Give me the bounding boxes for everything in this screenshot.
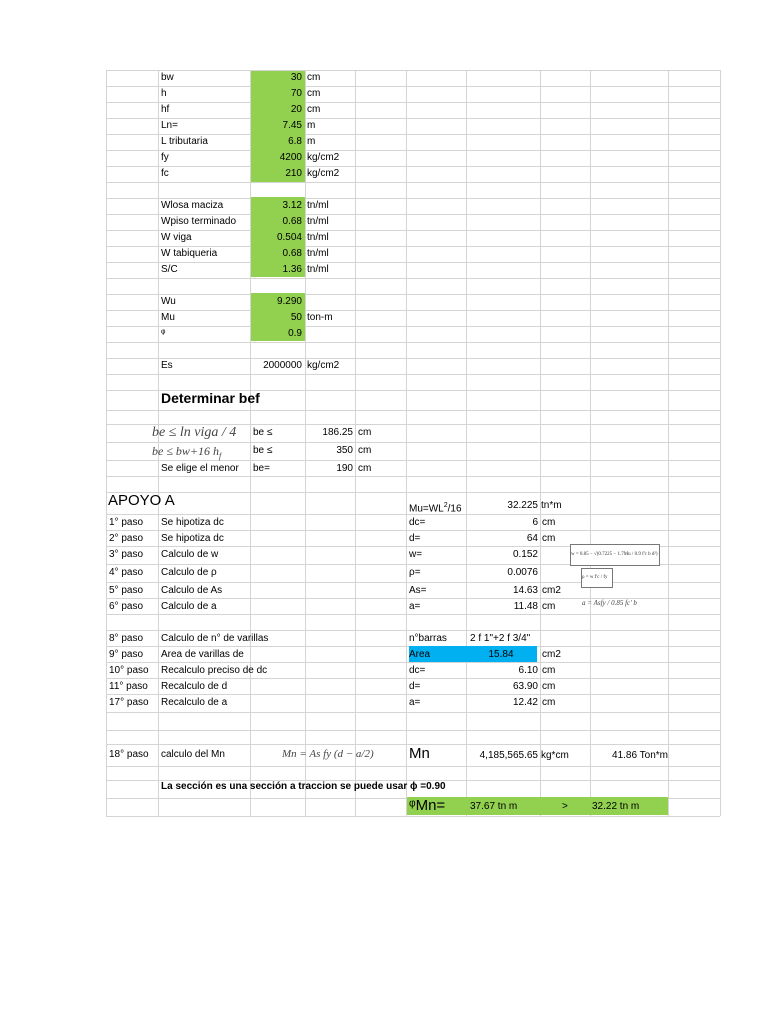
grid-row-line: [106, 492, 720, 493]
grid-row-line: [106, 678, 720, 679]
comparison-symbol: >: [562, 801, 568, 812]
step-value: 12.42: [512, 697, 538, 708]
es-value: 2000000: [263, 360, 302, 371]
input-label: bw: [161, 72, 174, 83]
load-label: S/C: [161, 264, 178, 275]
bars-value: 2 f 1"+2 f 3/4": [470, 633, 531, 644]
input-value: 70: [290, 88, 302, 99]
step-number: 5° paso: [109, 585, 144, 596]
step-variable: Area: [409, 649, 431, 660]
load-label: Wpiso terminado: [161, 216, 237, 227]
step-description: Se hipotiza dc: [161, 517, 224, 528]
grid-row-line: [106, 442, 720, 443]
step-value: 6: [532, 517, 538, 528]
phi-mn-value: 37.67 tn m: [470, 801, 518, 812]
step-value: 14.63: [512, 585, 538, 596]
step-number: 1° paso: [109, 517, 144, 528]
grid-row-line: [106, 358, 720, 359]
grid-row-line: [106, 134, 720, 135]
mn-step: 18° paso: [109, 749, 149, 760]
step-variable: a=: [409, 601, 421, 612]
grid-row-line: [106, 294, 720, 295]
load-label: W tabiqueria: [161, 248, 218, 259]
grid-row-line: [106, 182, 720, 183]
step-unit: cm: [542, 601, 556, 612]
mn-value: 4,185,565.65: [479, 750, 538, 761]
step-variable: n°barras: [409, 633, 447, 644]
step-unit: cm: [542, 681, 556, 692]
load-unit: tn/ml: [307, 232, 329, 243]
step-variable: ρ=: [409, 567, 421, 578]
step-description: Recalculo preciso de dc: [161, 665, 268, 676]
input-value: 6.8: [288, 136, 302, 147]
step-value: 11.48: [513, 601, 538, 612]
area-value: 15.84: [488, 649, 514, 660]
bef-value: 186.25: [322, 427, 353, 438]
input-value: 20: [290, 104, 302, 115]
grid-row-line: [106, 118, 720, 119]
mn-var: Mn: [409, 745, 430, 762]
step-number: 3° paso: [109, 549, 144, 560]
formula-a: a = Asfy / 0.85 fc' b: [582, 599, 637, 607]
load-value: 3.12: [282, 200, 302, 211]
formula-mn: Mn = As fy (d − a/2): [282, 748, 374, 760]
formula-box-rho: ρ = w f'c / fy: [581, 568, 613, 588]
step-unit: cm2: [542, 649, 561, 660]
load-unit: tn/ml: [307, 264, 329, 275]
input-value: 30: [290, 72, 302, 83]
grid-row-line: [106, 326, 720, 327]
load-unit: tn/ml: [307, 248, 329, 259]
step-number: 10° paso: [109, 665, 149, 676]
grid-row-line: [106, 630, 720, 631]
factored-unit: ton-m: [307, 312, 333, 323]
input-value: 210: [285, 168, 302, 179]
load-value: 0.504: [276, 232, 302, 243]
step-value: 0.152: [512, 549, 538, 560]
grid-row-line: [106, 214, 720, 215]
load-value: 1.36: [282, 264, 302, 275]
step-description: Recalculo de d: [161, 681, 228, 692]
section-title-apoyo: APOYO A: [108, 492, 175, 509]
step-variable: a=: [409, 697, 421, 708]
grid-row-line: [106, 246, 720, 247]
input-value: 7.45: [282, 120, 302, 131]
step-variable: d=: [409, 533, 421, 544]
es-unit: kg/cm2: [307, 360, 340, 371]
step-description: Calculo de a: [161, 601, 217, 612]
input-unit: cm: [307, 72, 321, 83]
input-unit: m: [307, 136, 316, 147]
factored-value: 0.9: [288, 328, 302, 339]
input-unit: m: [307, 120, 316, 131]
bef-unit: cm: [358, 445, 372, 456]
step-value: 64: [526, 533, 538, 544]
conclusion-text: La sección es una sección a traccion se puede usar ϕ =0.90: [161, 781, 446, 792]
step-unit: cm: [542, 533, 556, 544]
step-variable: d=: [409, 681, 421, 692]
input-unit: cm: [307, 104, 321, 115]
bef-label: Se elige el menor: [161, 463, 239, 474]
mn-value-ton: 41.86 Ton*m: [612, 750, 668, 761]
grid-column-line: [720, 70, 721, 816]
step-variable: dc=: [409, 665, 426, 676]
load-value: 0.68: [282, 248, 302, 259]
input-label: L tributaria: [161, 136, 208, 147]
grid-row-line: [106, 166, 720, 167]
factored-label: Mu: [161, 312, 175, 323]
factored-value: 50: [290, 312, 302, 323]
step-value: 63.90: [512, 681, 538, 692]
bef-unit: cm: [358, 427, 372, 438]
mn-desc: calculo del Mn: [161, 749, 225, 760]
step-number: 6° paso: [109, 601, 144, 612]
step-description: Calculo de As: [161, 585, 223, 596]
step-variable: w=: [409, 549, 423, 560]
step-number: 9° paso: [109, 649, 144, 660]
mu-unit: tn*m: [541, 500, 562, 511]
load-unit: tn/ml: [307, 200, 329, 211]
input-label: fc: [161, 168, 169, 179]
grid-row-line: [106, 712, 720, 713]
factored-label: ᵠ: [161, 328, 166, 339]
input-value: 4200: [279, 152, 302, 163]
grid-row-line: [106, 662, 720, 663]
load-label: Wlosa maciza: [161, 200, 224, 211]
step-number: 17° paso: [109, 697, 149, 708]
input-label: hf: [161, 104, 170, 115]
input-unit: kg/cm2: [307, 168, 340, 179]
bef-key: be ≤: [253, 427, 273, 438]
grid-row-line: [106, 582, 720, 583]
grid-row-line: [106, 278, 720, 279]
grid-row-line: [106, 310, 720, 311]
formula-box-w: w = 0.85 − √(0.7225 − 1.7Mu / 0.9 f'c b d²): [570, 544, 660, 566]
bef-value: 190: [336, 463, 353, 474]
grid-row-line: [106, 816, 720, 817]
mu-formula-label: $Mu=WL^2/16$: [409, 502, 462, 515]
section-title-bef: Determinar bef: [161, 390, 260, 406]
step-description: Calculo de n° de varillas: [161, 633, 269, 644]
grid-row-line: [106, 766, 720, 767]
step-variable: dc=: [409, 517, 426, 528]
grid-row-line: [106, 102, 720, 103]
input-label: h: [161, 88, 167, 99]
grid-row-line: [106, 476, 720, 477]
step-description: Recalculo de a: [161, 697, 228, 708]
step-description: Area de varillas de: [161, 649, 244, 660]
grid-row-line: [106, 86, 720, 87]
step-unit: cm2: [542, 585, 561, 596]
load-label: W viga: [161, 232, 192, 243]
grid-row-line: [106, 230, 720, 231]
step-value: 6.10: [518, 665, 538, 676]
step-description: Calculo de ρ: [161, 567, 217, 578]
step-unit: cm: [542, 665, 556, 676]
phi-mn-label: ᵠMn=: [409, 797, 446, 814]
step-description: Se hipotiza dc: [161, 533, 224, 544]
grid-row-line: [106, 694, 720, 695]
mn-unit: kg*cm: [541, 750, 569, 761]
bef-value: 350: [336, 445, 353, 456]
formula-be-ln: be ≤ ln viga / 4: [152, 425, 237, 440]
factored-value: 9.290: [276, 296, 302, 307]
grid-row-line: [106, 70, 720, 71]
es-label: Es: [161, 360, 173, 371]
grid-row-line: [106, 198, 720, 199]
load-value: 0.68: [282, 216, 302, 227]
grid-row-line: [106, 150, 720, 151]
step-description: Calculo de w: [161, 549, 219, 560]
step-number: 11° paso: [109, 681, 148, 692]
step-unit: cm: [542, 517, 556, 528]
step-variable: As=: [409, 585, 427, 596]
step-unit: cm: [542, 697, 556, 708]
grid-row-line: [106, 374, 720, 375]
step-number: 4° paso: [109, 567, 144, 578]
mu-compare-value: 32.22 tn m: [592, 801, 640, 812]
input-label: fy: [161, 152, 169, 163]
factored-label: Wu: [161, 296, 176, 307]
step-value: 0.0076: [507, 567, 538, 578]
formula-be-bw: be ≤ bw+16 $h_f$: [152, 444, 222, 461]
bef-key: be=: [253, 463, 270, 474]
grid-row-line: [106, 342, 720, 343]
step-number: 2° paso: [109, 533, 144, 544]
grid-row-line: [106, 262, 720, 263]
input-unit: cm: [307, 88, 321, 99]
grid-row-line: [106, 614, 720, 615]
mu-value: 32.225: [507, 500, 538, 511]
input-unit: kg/cm2: [307, 152, 340, 163]
grid-row-line: [106, 530, 720, 531]
load-unit: tn/ml: [307, 216, 329, 227]
bef-key: be ≤: [253, 445, 273, 456]
grid-row-line: [106, 410, 720, 411]
input-label: Ln=: [161, 120, 178, 131]
bef-unit: cm: [358, 463, 372, 474]
step-number: 8° paso: [109, 633, 144, 644]
grid-row-line: [106, 730, 720, 731]
